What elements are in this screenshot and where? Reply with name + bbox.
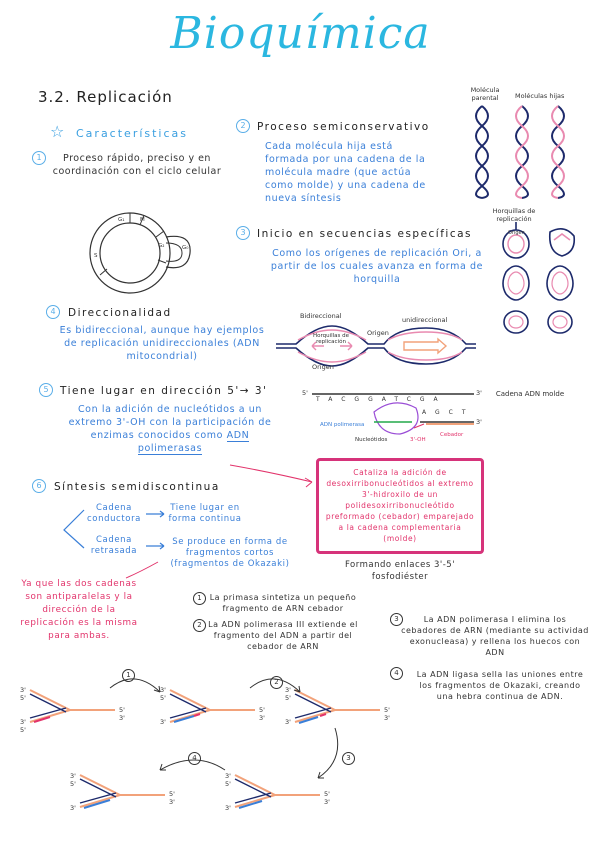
cycle-g2: G₂ bbox=[158, 243, 165, 249]
cell-cycle-diagram bbox=[82, 205, 202, 295]
cycle-m: M bbox=[140, 217, 145, 223]
label-origen-uni: Origen bbox=[367, 329, 389, 337]
replication-bubbles-diagram bbox=[500, 222, 580, 347]
fork5-3p-r: 3' bbox=[169, 798, 175, 806]
fork-step-3: 3 bbox=[342, 752, 355, 765]
poly-3prime-bottom: 3' bbox=[476, 418, 482, 426]
fork1-3p: 3' bbox=[20, 686, 26, 694]
item-3-text: Como los orígenes de replicación Ori, a partir de los cuales avanza en forma de horquilla bbox=[270, 248, 484, 285]
step-3-text: La ADN polimerasa I elimina los cebadores de ARN (mediante su actividad exonucleasa) y rellena los huecos con ADN bbox=[401, 615, 589, 657]
label-cebador: Cebador bbox=[440, 432, 464, 438]
item-5-heading: Tiene lugar en dirección 5'→ 3' bbox=[60, 385, 268, 397]
step-number-2: 2 bbox=[193, 619, 206, 632]
label-origen-bi: Origen bbox=[312, 363, 334, 371]
dna-helix-diagram bbox=[470, 104, 580, 199]
section-title: 3.2. Replicación bbox=[38, 88, 173, 106]
label-nucleotidos: Nucleótidos bbox=[355, 437, 388, 443]
fork5-3p-b: 3' bbox=[70, 804, 76, 812]
item-4-heading: Direccionalidad bbox=[68, 307, 172, 319]
item-4-text: Es bidireccional, aunque hay ejemplos de replicación unidireccionales (ADN mitocondrial) bbox=[59, 325, 265, 362]
fork2-5p-r: 5' bbox=[259, 706, 265, 714]
fork-step-4: 4 bbox=[188, 752, 201, 765]
item-3-heading: Inicio en secuencias específicas bbox=[257, 228, 473, 240]
fork-step-1: 1 bbox=[122, 669, 135, 682]
star-icon: ☆ bbox=[50, 122, 65, 141]
fork5-5p: 5' bbox=[70, 780, 76, 788]
fork2-5p: 5' bbox=[160, 694, 166, 702]
step-4-text: La ADN ligasa sella las uniones entre los fragmentos de Okazaki, creando una hebra continua de ADN. bbox=[416, 670, 584, 701]
characteristics-heading: Características bbox=[76, 127, 189, 140]
fork5-5p-r: 5' bbox=[169, 790, 175, 798]
step-number-4: 4 bbox=[390, 667, 403, 680]
label-horquillas: Horquillas de replicación bbox=[492, 207, 536, 223]
label-oh: 3'-OH bbox=[410, 437, 426, 443]
polymerase-function-text: Cataliza la adición de desoxirribonucleótidos al extremo 3'-hidroxilo de un polidesoxirribonucleótido preformado (cebador) emparejado a la cadena complementaria (molde) bbox=[325, 468, 475, 543]
step-2-text: La ADN polimerasa III extiende el fragmento del ADN a partir del cebador de ARN bbox=[208, 620, 358, 651]
fork-1 bbox=[30, 690, 115, 722]
fork-sequence-diagram bbox=[0, 670, 601, 848]
antiparallel-note: Ya que las dos cadenas son antiparalelas y la dirección de la replicación es la misma para ambas. bbox=[20, 579, 138, 641]
label-retrasada: Cadena retrasada bbox=[90, 535, 138, 556]
item-number-5: 5 bbox=[39, 383, 53, 397]
page-title: Bioquímica bbox=[170, 8, 431, 59]
label-origen-small: Origen bbox=[508, 230, 525, 236]
step-number-3: 3 bbox=[390, 613, 403, 626]
fork2-3p: 3' bbox=[160, 686, 166, 694]
retrasada-desc: Se produce en forma de fragmentos cortos (fragmentos de Okazaki) bbox=[170, 537, 290, 569]
fork-2 bbox=[170, 690, 255, 722]
fork4-5p: 5' bbox=[225, 780, 231, 788]
label-adn-polimerasa: ADN polimerasa bbox=[320, 422, 365, 428]
fork4-3p-r: 3' bbox=[324, 798, 330, 806]
item-5-text-b: ADN polimerasas bbox=[137, 430, 250, 454]
fork4-3p-b: 3' bbox=[225, 804, 231, 812]
fork-step-2: 2 bbox=[270, 676, 283, 689]
fork-3 bbox=[295, 690, 380, 723]
fork1-3p-b: 3' bbox=[20, 718, 26, 726]
label-horquillas-dir: Horquillas de replicación bbox=[312, 333, 350, 345]
top-bases: TACGGATCGA bbox=[316, 396, 447, 403]
item-2-text: Cada molécula hija está formada por una cadena de la molécula madre (que actúa como molde) y una cadena de nueva síntesis bbox=[265, 141, 426, 204]
item-number-2: 2 bbox=[236, 119, 250, 133]
label-unidireccional: unidireccional bbox=[402, 316, 448, 324]
fork1-5p-r: 5' bbox=[119, 706, 125, 714]
item-number-3: 3 bbox=[236, 226, 250, 240]
fork3-3p-b: 3' bbox=[285, 718, 291, 726]
polymerase-function-box bbox=[316, 458, 484, 554]
fork-4 bbox=[235, 775, 320, 808]
item-number-1: 1 bbox=[32, 151, 46, 165]
fork3-5p-r: 5' bbox=[384, 706, 390, 714]
fork5-3p: 3' bbox=[70, 772, 76, 780]
poly-5prime: 5' bbox=[302, 389, 308, 397]
label-conductora: Cadena conductora bbox=[87, 503, 141, 524]
fork4-5p-r: 5' bbox=[324, 790, 330, 798]
item-2-heading: Proceso semiconservativo bbox=[257, 121, 430, 133]
step-number-1: 1 bbox=[193, 592, 206, 605]
fork1-5p: 5' bbox=[20, 694, 26, 702]
step-1-text: La primasa sintetiza un pequeño fragmento de ARN cebador bbox=[209, 593, 357, 613]
bottom-bases: AGCT bbox=[422, 409, 475, 416]
item-1-text: Proceso rápido, preciso y en coordinación con el ciclo celular bbox=[52, 153, 222, 177]
label-hijas: Moléculas hijas bbox=[515, 92, 565, 100]
fork1-3p-r: 3' bbox=[119, 714, 125, 722]
cycle-s: S bbox=[94, 253, 98, 259]
label-cadena-molde: Cadena ADN molde bbox=[495, 390, 565, 398]
item-number-4: 4 bbox=[46, 305, 60, 319]
fork2-3p-r: 3' bbox=[259, 714, 265, 722]
poly-3prime-top: 3' bbox=[476, 389, 482, 397]
item-number-6: 6 bbox=[32, 479, 46, 493]
fork3-3p-r: 3' bbox=[384, 714, 390, 722]
item-6-heading: Síntesis semidiscontinua bbox=[54, 481, 220, 493]
label-bidireccional: Bidireccional bbox=[300, 312, 342, 320]
bond-note: Formando enlaces 3'-5' fosfodiéster bbox=[344, 560, 456, 582]
fork3-5p: 5' bbox=[285, 694, 291, 702]
fork1-5p-b: 5' bbox=[20, 726, 26, 734]
cycle-g0: G₀ bbox=[182, 245, 189, 251]
conductora-desc: Tiene lugar en forma continua bbox=[168, 503, 242, 524]
fork-5 bbox=[80, 775, 165, 808]
fork2-3p-b: 3' bbox=[160, 718, 166, 726]
fork3-3p: 3' bbox=[285, 686, 291, 694]
item-5-text bbox=[60, 403, 280, 455]
item-5-text-a: Con la adición de nucleótidos a un extremo 3'-OH con la participación de enzimas conocidos como bbox=[68, 404, 272, 441]
fork4-3p: 3' bbox=[225, 772, 231, 780]
label-parental: Molécula parental bbox=[470, 86, 500, 102]
cycle-g1: G₁ bbox=[118, 217, 125, 223]
